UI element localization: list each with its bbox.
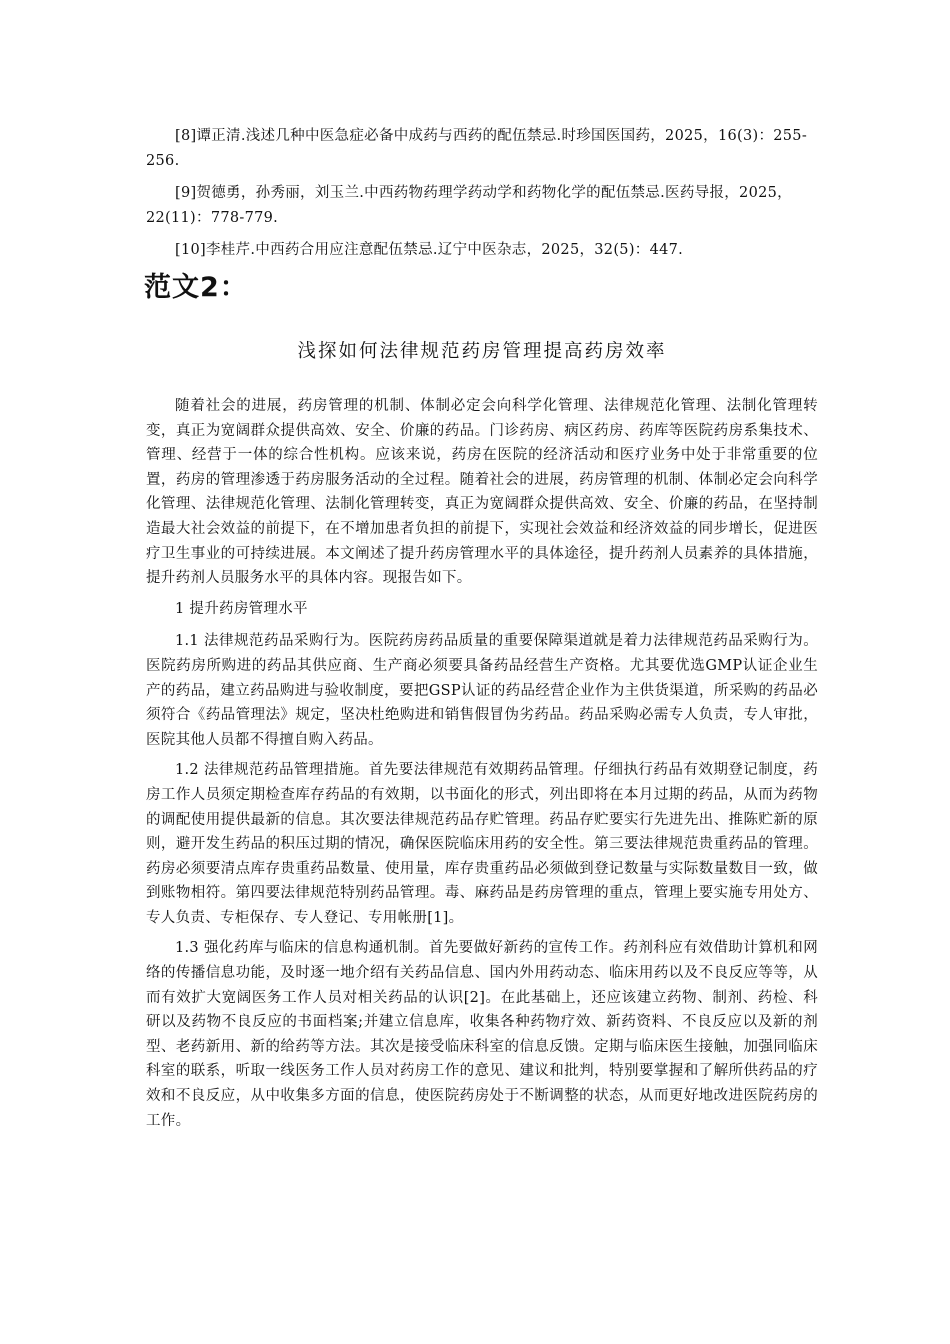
- section-heading-1: 1 提升药房管理水平: [175, 600, 308, 617]
- paragraph-1-2: 1.2 法律规范药品管理措施。首先要法律规范有效期药品管理。仔细执行药品有效期登记制度，药房工作人员须定期检查库存药品的有效期，以书面化的形式，列出即将在本月过期的药品，从而为药物的调配使用提供最新的信息。其次要法律规范药品存贮管理。药品存贮要实行先进先出、推陈贮新的原则，避开发生药品的积压过期的情况，确保医院临床用药的安全性。第三要法律规范贵重药品的管理。药房必须要清点库存贵重药品数量、使用量，库存贵重药品必须做到登记数量与实际数量数目一致，做到账物相符。第四要法律规范特别药品管理。毒、麻药品是药房管理的重点，管理上要实施专用处方、专人负责、专柜保存、专人登记、专用帐册[1]。: [146, 762, 818, 926]
- paragraph-1-1: 1.1 法律规范药品采购行为。医院药房药品质量的重要保障渠道就是着力法律规范药品采购行为。医院药房所购进的药品其供应商、生产商必须要具备药品经营生产资格。尤其要优选GMP认证企业生产的药品，建立药品购进与验收制度，要把GSP认证的药品经营企业作为主供货渠道，所采购的药品必须符合《药品管理法》规定，坚决杜绝购进和销售假冒伪劣药品。药品采购必需专人负责，专人审批，医院其他人员都不得擅自购入药品。: [146, 633, 818, 748]
- reference-10: [10]李桂芹.中西药合用应注意配伍禁忌.辽宁中医杂志，2025，32(5)：447.: [175, 242, 684, 258]
- document-page: [146, 124, 818, 1139]
- paragraph-1-3: 1.3 强化药库与临床的信息构通机制。首先要做好新药的宣传工作。药剂科应有效借助计算机和网络的传播信息功能，及时逐一地介绍有关药品信息、国内外用药动态、临床用药以及不良反应等等，从而有效扩大宽阔医务工作人员对相关药品的认识[2]。在此基础上，还应该建立药物、制剂、药检、科研以及药物不良反应的书面档案;并建立信息库，收集各种药物疗效、新药资料、不良反应以及新的剂型、老药新用、新的给药等方法。其次是接受临床科室的信息反馈。定期与临床医生接触，加强同临床科室的联系，听取一线医务工作人员对药房工作的意见、建议和批判，特别要掌握和了解所供药品的疗效和不良反应，从中收集多方面的信息，使医院药房处于不断调整的状态，从而更好地改进医院药房的工作。: [146, 940, 818, 1129]
- reference-9: [9]贺德勇，孙秀丽，刘玉兰.中西药物药理学药动学和药物化学的配伍禁忌.医药导报，2025，22(11)：778-779.: [146, 185, 792, 226]
- article-title: 浅探如何法律规范药房管理提高药房效率: [297, 341, 667, 362]
- reference-8: [8]谭正清.浅述几种中医急症必备中成药与西药的配伍禁忌.时珍国医国药，2025，16(3)：255-256.: [146, 128, 808, 169]
- section-title: 范文2：: [144, 272, 248, 303]
- intro-paragraph: 随着社会的进展，药房管理的机制、体制必定会向科学化管理、法律规范化管理、法制化管理转变，真正为宽阔群众提供高效、安全、价廉的药品。门诊药房、病区药房、药库等医院药房系集技术、管理、经营于一体的综合性机构。应该来说，药房在医院的经济活动和医疗业务中处于非常重要的位置，药房的管理渗透于药房服务活动的全过程。随着社会的进展，药房管理的机制、体制必定会向科学化管理、法律规范化管理、法制化管理转变，真正为宽阔群众提供高效、安全、价廉的药品，在坚持制造最大社会效益的前提下，在不增加患者负担的前提下，实现社会效益和经济效益的同步增长，促进医疗卫生事业的可持续进展。本文阐述了提升药房管理水平的具体途径，提升药剂人员素养的具体措施，提升药剂人员服务水平的具体内容。现报告如下。: [146, 398, 818, 587]
